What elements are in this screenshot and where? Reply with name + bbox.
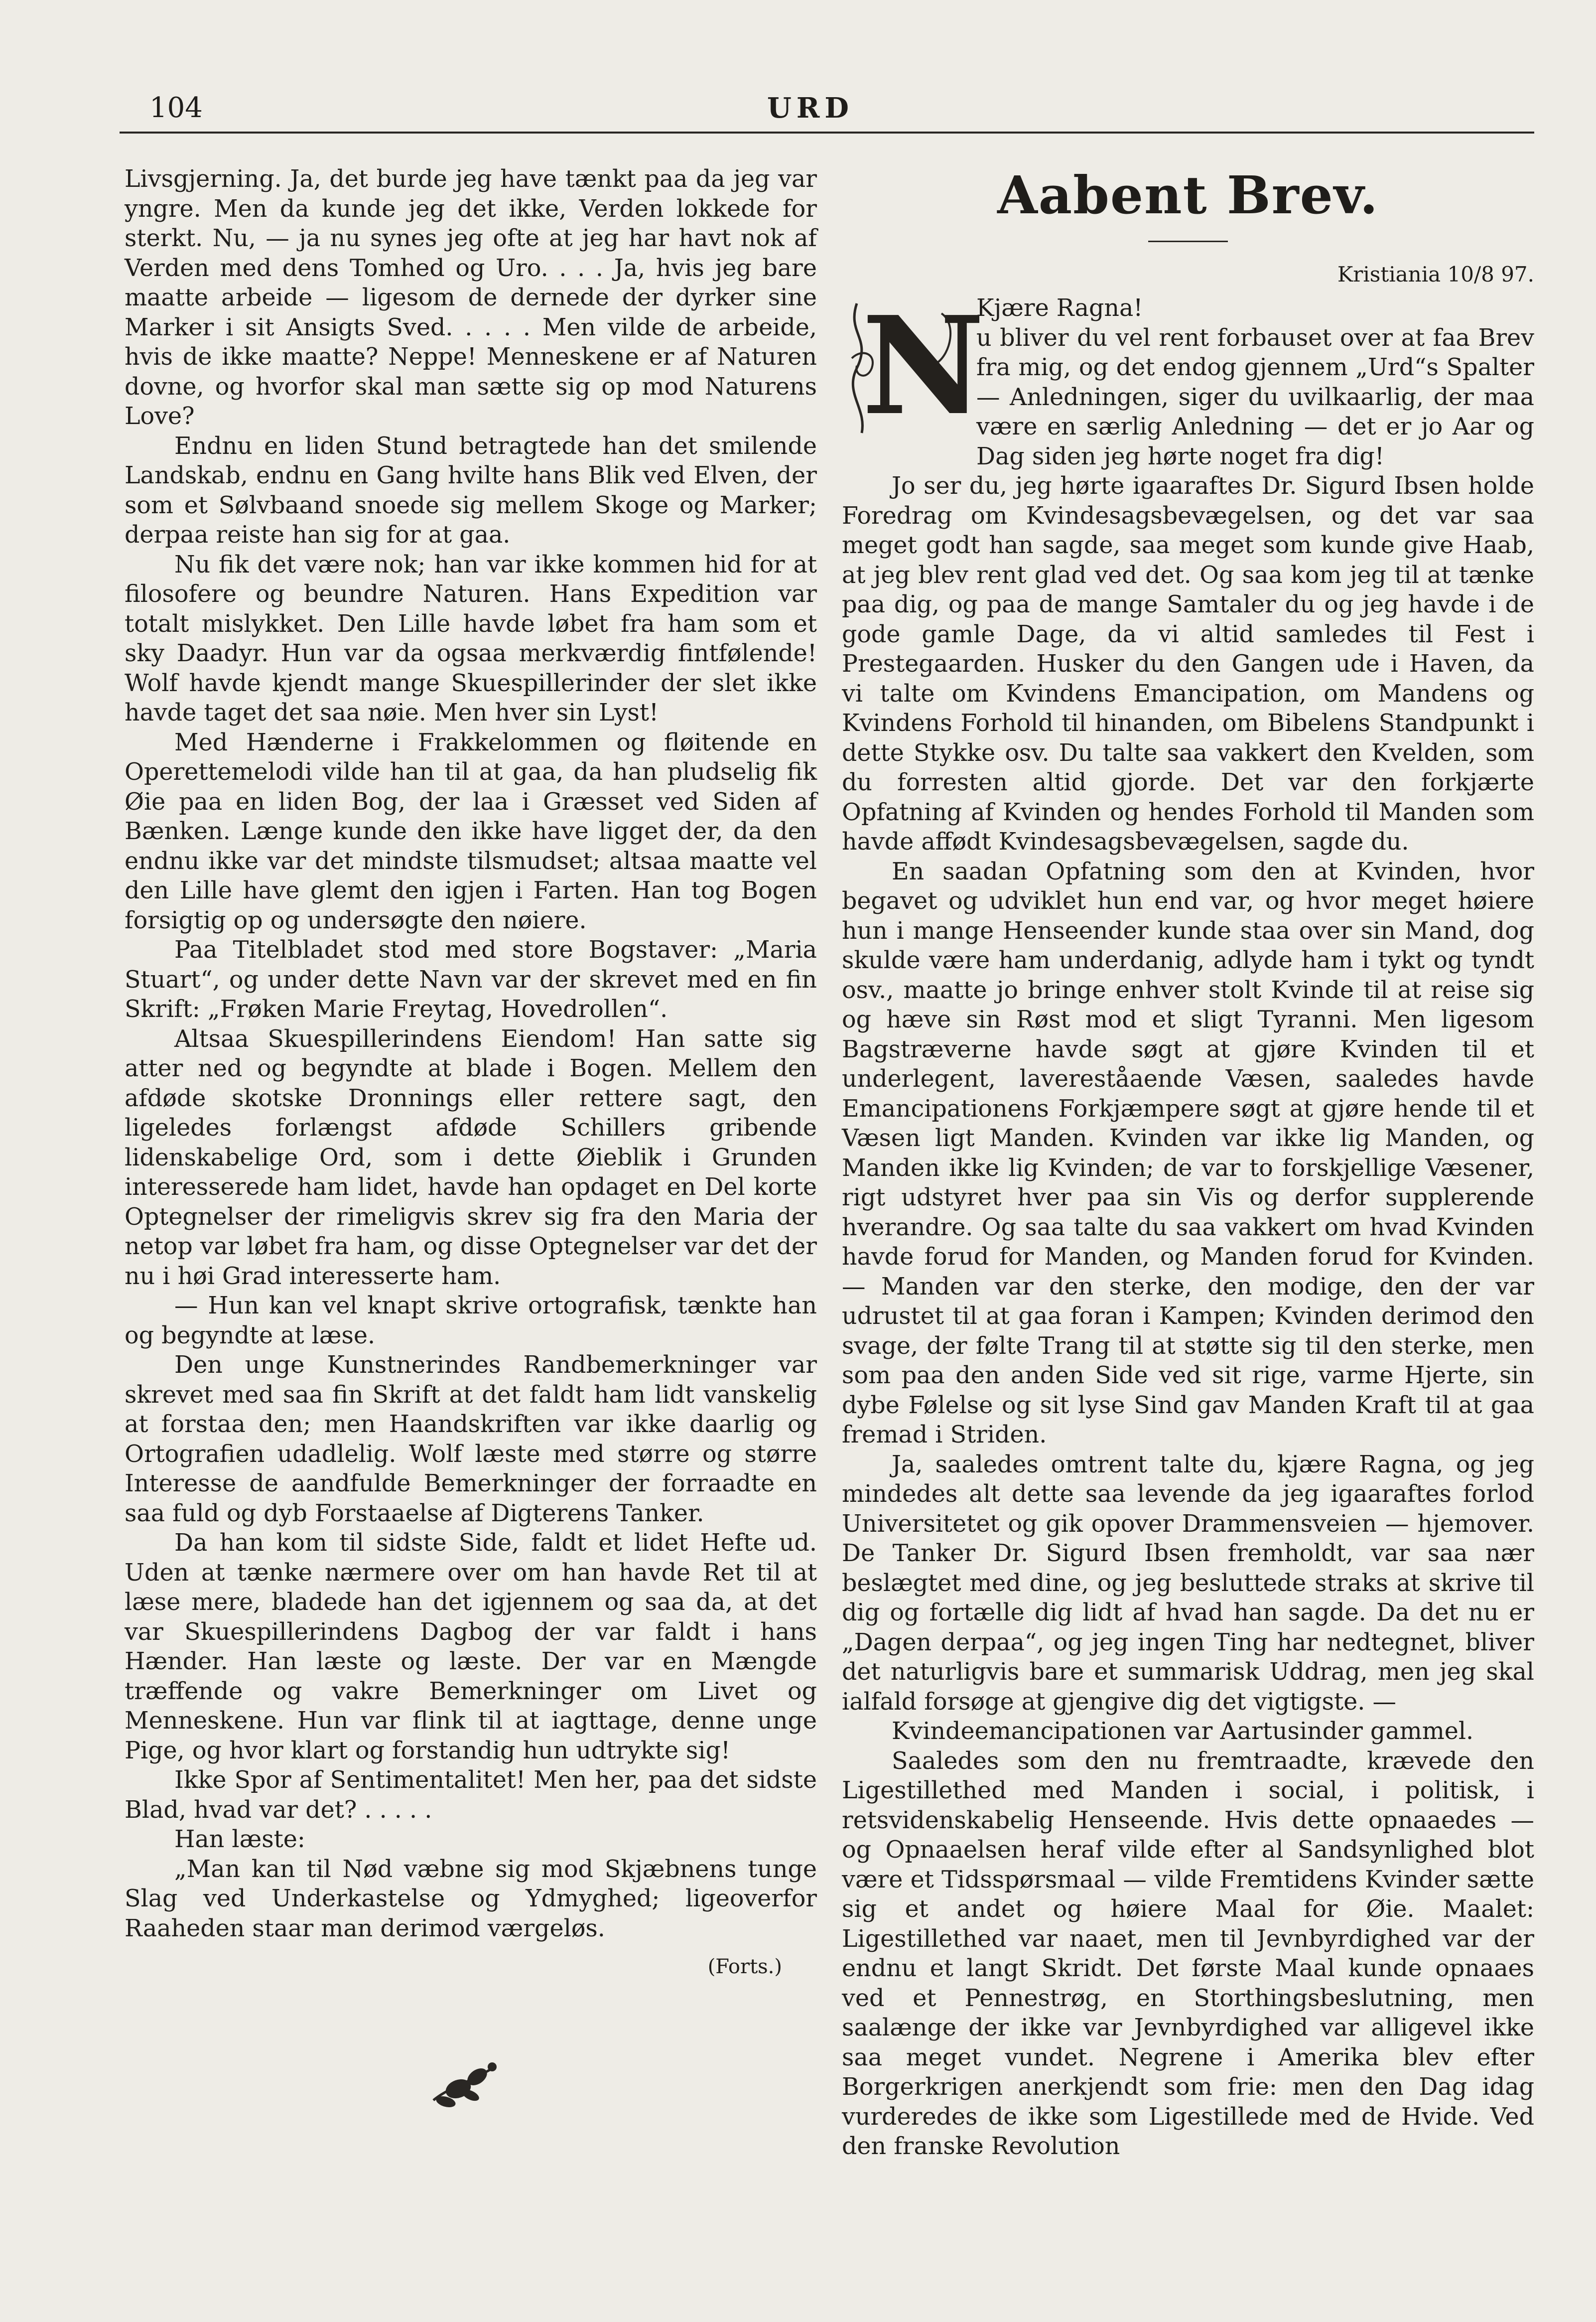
paragraph: Paa Titelbladet stod med store Bogstaver: „Maria Stuart“, og under dette Navn var der skrevet med en fin Skrift: „Frøken Marie Freytag, Hovedrollen“. <box>125 936 817 1023</box>
right-column <box>842 164 1534 2162</box>
paragraph: Kvindeemancipationen var Aartusinder gammel. <box>892 1718 1474 1745</box>
page-header <box>120 90 1534 135</box>
paragraph: En saadan Opfatning som den at Kvinden, hvor begavet og udviklet hun end var, og hvor meget høiere hun i mange Henseender kunde staa over sin Mand, dog skulde være ham underdanig, adlyde ham i tykt og tyndt osv., maatte jo bringe enhver stolt Kvinde til at reise sig og hæve sin Røst mod et sligt Tyranni. Men ligesom Bagstræverne havde søgt at gjøre Kvinden til et underlegent, lavereståaende Væsen, saaledes havde Emancipationens Forkjæmpere søgt at gjøre hende til et Væsen ligt Manden. Kvinden var ikke lig Manden, og Manden ikke lig Kvinden; de var to forskjellige Væsener, rigt udstyret hver paa sin Vis og derfor supplerende hverandre. Og saa talte du saa vakkert om hvad Kvinden havde forud for Manden, og Manden forud for Kvinden. — Manden var den sterke, den modige, den der var udrustet til at gaa foran i Kampen; Kvinden derimod den svage, der følte Trang til at støtte sig til den sterke, men som paa den anden Side ved sit rige, varme Hjerte, sin dybe Følelse og sit lyse Sind gav Manden Kraft til at gaa fremad i Striden. <box>842 858 1534 1449</box>
dateline: Kristiania 10/8 97. <box>1337 262 1534 287</box>
page-number: 104 <box>149 92 203 124</box>
dropcap-letter: N <box>862 287 985 445</box>
salutation: Kjære Ragna! <box>976 294 1143 322</box>
flower-ornament-icon <box>423 2053 503 2113</box>
paragraph: „Man kan til Nød væbne sig mod Skjæbnens tunge Slag ved Underkastelse og Ydmyghed; ligeoverfor Raaheden staar man derimod værgeløs. <box>125 1855 817 1942</box>
paragraph: Endnu en liden Stund betragtede han det smilende Landskab, endnu en Gang hvilte hans Blik ved Elven, der som et Sølvbaand snoede sig mellem Skoge og Marker; derpaa reiste han sig for at gaa. <box>125 432 817 549</box>
paragraph: Ja, saaledes omtrent talte du, kjære Ragna, og jeg mindedes alt dette saa levende da jeg igaaraftes forlod Universitetet og gik opover Drammensveien — hjemover. De Tanker Dr. Sigurd Ibsen fremholdt, var saa nær beslægtet med dine, og jeg besluttede straks at skrive til dig og fortælle dig lidt af hvad han sagde. Da det nu er „Dagen derpaa“, og jeg ingen Ting har nedtegnet, bliver det naturligvis bare et summarisk Uddrag, men jeg skal ialfald forsøge at gjengive dig det vigtigste. — <box>842 1451 1534 1716</box>
left-column <box>125 164 817 1978</box>
paragraph: Livsgjerning. Ja, det burde jeg have tænkt paa da jeg var yngre. Men da kunde jeg det ikke, Verden lokkede for sterkt. Nu, — ja nu synes jeg ofte at jeg har havt nok af Verden med dens Tomhed og Uro. . . . Ja, hvis jeg bare maatte arbeide — ligesom de dernede der dyrker sine Marker i sit Ansigts Sved. . . . . Men vilde de arbeide, hvis de ikke maatte? Neppe! Menneskene er af Naturen dovne, og hvorfor skal man sætte sig op mod Naturens Love? <box>125 165 817 430</box>
paragraph: u bliver du vel rent forbauset over at faa Brev fra mig, og det endog gjennem „Urd“s Spalter — Anledningen, siger du uvilkaarlig, der maa være en særlig Anledning — det er jo Aar og Dag siden jeg hørte noget fra dig! <box>976 324 1534 470</box>
paragraph: Med Hænderne i Frakkelommen og fløitende en Operettemelodi vilde han til at gaa, da han pludselig fik Øie paa en liden Bog, der laa i Græsset ved Siden af Bænken. Længe kunde den ikke have ligget der, da den endnu ikke var det mindste tilsmudset; altsaa maatte vel den Lille have glemt den igjen i Farten. Han tog Bogen forsigtig op og undersøgte den nøiere. <box>125 728 817 934</box>
decorative-dropcap <box>842 287 985 445</box>
title-rule <box>1148 241 1228 242</box>
paragraph: Da han kom til sidste Side, faldt et lidet Hefte ud. Uden at tænke nærmere over om han havde Ret til at læse mere, bladede han det igjennem og saa da, at det var Skuespillerindens Dagbog der var faldt i hans Hænder. Han læste og læste. Der var en Mængde træffende og vakre Bemerkninger om Livet og Menneskene. Hun var flink til at iagttage, denne unge Pige, og hvor klart og forstandig hun udtrykte sig! <box>125 1529 817 1764</box>
paragraph: Ikke Spor af Sentimentalitet! Men her, paa det sidste Blad, hvad var det? . . . . . <box>125 1766 817 1824</box>
paragraph: Jo ser du, jeg hørte igaaraftes Dr. Sigurd Ibsen holde Foredrag om Kvindesagsbevægelsen, og det var saa meget godt han sagde, saa meget som kunde give Haab, at jeg blev rent glad ved det. Og saa kom jeg til at tænke paa dig, og paa de mange Samtaler du og jeg havde i de gode gamle Dage, da vi altid samledes til Fest i Prestegaarden. Husker du den Gangen ude i Haven, da vi talte om Kvindens Emancipation, om Mandens og Kvindens Forhold til hinanden, om Bibelens Standpunkt i dette Stykke osv. Du talte saa vakkert den Kvelden, som du forresten altid gjorde. Det var den forkjærte Opfatning af Kvinden og hendes Forhold til Manden som havde affødt Kvindesagsbevægelsen, sagde du. <box>842 472 1534 856</box>
running-title: URD <box>767 92 854 125</box>
paragraph: Nu fik det være nok; han var ikke kommen hid for at filosofere og beundre Naturen. Hans Expedition var totalt mislykket. Den Lille havde løbet fra ham som et sky Daadyr. Hun var da ogsaa merkværdig fintfølende! Wolf havde kjendt mange Skuespillerinder der slet ikke havde taget det saa nøie. Men hver sin Lyst! <box>125 551 817 726</box>
header-rule <box>120 132 1534 134</box>
paragraph: Altsaa Skuespillerindens Eiendom! Han satte sig atter ned og begyndte at blade i Bogen. Mellem den afdøde skotske Dronnings eller rettere sagt, den ligeledes forlængst afdøde Schillers gribende lidenskabelige Ord, som i dette Øieblik i Grunden interesserede ham lidet, havde han opdaget en Del korte Optegnelser der rimeligvis skrev sig fra den Maria der netop var løbet fra ham, og disse Optegnelser var det der nu i høi Grad interesserte ham. <box>125 1025 817 1290</box>
paragraph: — Hun kan vel knapt skrive ortografisk, tænkte han og begyndte at læse. <box>125 1292 817 1349</box>
letter-body <box>842 287 1534 2162</box>
article-title: Aabent Brev. <box>997 164 1379 226</box>
paragraph: Saaledes som den nu fremtraadte, krævede den Ligestillethed med Manden i social, i politisk, i retsvidenskabelig Henseende. Hvis dette opnaaedes — og Opnaaelsen heraf vilde efter al Sandsynlighed blot være et Tidsspørsmaal — vilde Fremtidens Kvinder sætte sig et andet og høiere Maal for Øie. Maalet: Ligestillethed var naaet, men til Jevnbyrdighed var der endnu et langt Skridt. Det første Maal kunde opnaaes ved et Pennestrøg, en Storthingsbeslutning, men saalænge der ikke var Jevnbyrdighed var alligevel ikke saa meget vundet. Negrene i Amerika blev efter Borgerkrigen anerkjendt som frie: men den Dag idag vurderedes de ikke som Ligestillede med de Hvide. Ved den franske Revolution <box>842 1747 1534 2160</box>
continued-note: (Forts.) <box>707 1955 782 1978</box>
paragraph: Den unge Kunstnerindes Randbemerkninger var skrevet med saa fin Skrift at det faldt ham lidt vanskelig at forstaa den; men Haandskriften var ikke daarlig og Ortografien udadlelig. Wolf læste med større og større Interesse de aandfulde Bemerkninger der forraadte en saa fuld og dyb Forstaaelse af Digterens Tanker. <box>125 1351 817 1527</box>
paragraph: Han læste: <box>174 1826 305 1853</box>
